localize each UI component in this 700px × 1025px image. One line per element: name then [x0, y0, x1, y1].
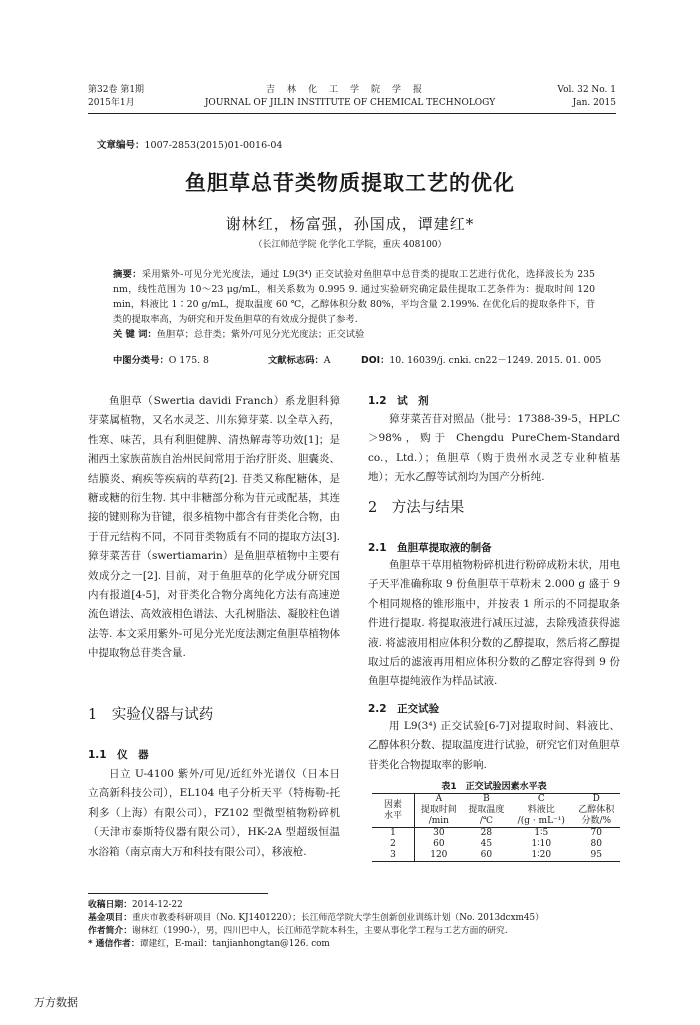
factor-name: 料液比 [527, 805, 555, 815]
footnotes [88, 899, 544, 951]
affiliation: （长江师范学院 化学化工学院，重庆 408100） [253, 240, 447, 250]
instruments-paragraph: 日立 U-4100 紫外/可见/近红外光谱仪（日本日立高新科技公司），EL104 电子分析天平（特梅勒-托利多（上海）有限公司），FZ102 型微型植物粉碎机（天津市泰斯特仪器有限公司），HK-2A 型超级恒温水浴箱（南京南大万和科技有限公司），移液枪. [88, 768, 340, 858]
factor-unit: /℃ [479, 816, 493, 826]
clc-code: 中图分类号：O 175. 8 [113, 355, 209, 366]
table-row: 1 30 28 1∶5 70 [372, 828, 620, 840]
table-row: 3 120 60 1∶20 95 [372, 850, 620, 862]
running-header-center [170, 84, 530, 110]
orthogonal-paragraph: 用 L9(3⁴) 正交试验[6-7]对提取时间、料液比、乙醇体积分数、提取温度进行试验，研究它们对鱼胆草苷类化合物提取率的影响. [368, 720, 620, 771]
author-list: 谢林红，杨富强，孙国成，谭建红* [225, 215, 475, 233]
factor-letter: A [435, 794, 443, 804]
keywords-label: 关 键 词： [113, 329, 157, 340]
journal-name-cn: 吉林化工学院学报 [265, 85, 434, 95]
doi: DOI：10. 16039/j. cnki. cn22－1249. 2015. 01. 005 [361, 355, 602, 366]
section-2-1-heading: 2.1 鱼胆草提取液的制备 [368, 542, 492, 554]
running-header-right [557, 84, 616, 110]
author-bio: 作者简介：谢林红（1990-），男，四川巴中人，长江师范学院本科生，主要从事化学工程与工艺方面的研究. [88, 926, 508, 936]
date-en: Jan. 2015 [572, 98, 616, 108]
fund-info: 基金项目：重庆市教委科研项目（No. KJ1401220）；长江师范学院大学生创新创业训练计划（No. 2013dcxm45） [88, 913, 544, 923]
table-1-title: 表1 正交试验因素水平表 [441, 782, 547, 792]
reagents-paragraph: 獐芽菜苦苷对照品（批号：17388-39-5，HPLC＞98%，购于 Chengdu PureChem-Standard co.，Ltd.）；鱼胆草（购于贵州水灵芝专业种植基地）；无水乙醇等试剂均为国产分析纯. [368, 413, 620, 484]
factor-letter: D [592, 794, 600, 804]
section-2-2-heading: 2.2 正交试验 [368, 703, 440, 715]
abstract [113, 267, 595, 342]
article-number: 文章编号：1007-2853(2015)01-0016-04 [97, 140, 283, 151]
corresponding-author: * 通信作者：谭建红，E-mail：tanjianhongtan@126. com [88, 939, 330, 949]
abstract-text: 采用紫外-可见分光光度法，通过 L9(3⁴) 正交试验对鱼胆草中总苷类的提取工艺进行优化，选择波长为 235 nm，线性范围为 10～23 μg/mL，相关系数为 0.995 9. 通过实验研究确定最佳提取工艺条件为：提取时间 120 min，料液比 1∶20 g/mL，提取温度 60 ℃，乙醇体积分数 80%，平均含量 2.199%. 在优化后的提取条件下，苷类的提取率高，为研究和开发鱼胆草的有效成分提供了参考. [113, 269, 595, 325]
table-corner: 因素 水平 [372, 794, 415, 828]
factor-unit: /(g · mL⁻¹) [517, 816, 565, 826]
journal-name-en: JOURNAL OF JILIN INSTITUTE OF CHEMICAL TECHNOLOGY [204, 98, 496, 108]
section-2-heading: 2 方法与结果 [368, 500, 465, 516]
factor-letter: C [537, 794, 545, 804]
document-code: 文献标志码：A [268, 355, 331, 366]
footnote-rule [88, 893, 268, 894]
preparation-paragraph: 鱼胆草干草用植物粉碎机进行粉碎成粉末状，用电子天平准确称取 9 份鱼胆草干草粉末 2.000 g 盛于 9 个相同规格的锥形瓶中，并按表 1 所示的不同提取条件进行提取. 将提取液进行减压过滤，去除残渣获得滤液. 将滤液用相应体积分数的乙醇提取，然后将乙醇提取过后的滤液再用相应体积分数的乙醇定容得到 9 份鱼胆草提纯液作为样品试液. [368, 559, 620, 688]
factor-unit: /min [428, 816, 449, 826]
abstract-label: 摘要： [113, 269, 142, 280]
factor-name: 提取时间 [420, 805, 457, 815]
date-cn: 2015年1月 [88, 98, 135, 108]
table-1 [372, 793, 620, 862]
factor-letter: B [483, 794, 490, 804]
keywords-text: 鱼胆草；总苷类；紫外/可见分光光度法；正交试验 [156, 329, 365, 340]
table-row: 2 60 45 1∶10 80 [372, 839, 620, 850]
factor-name: 乙醇体积 [578, 805, 615, 815]
running-header-left [88, 84, 144, 110]
volume-en: Vol. 32 No. 1 [557, 85, 616, 95]
watermark: 万方数据 [34, 996, 78, 1009]
paper-title: 鱼胆草总苷类物质提取工艺的优化 [185, 171, 515, 195]
section-1-2-heading: 1.2 试 剂 [368, 395, 429, 407]
factor-unit: 分数/% [581, 816, 612, 826]
header-rule [88, 113, 616, 114]
volume-cn: 第32卷 第1期 [88, 85, 145, 95]
received-date: 收稿日期：2014-12-22 [88, 900, 183, 910]
intro-paragraph: 鱼胆草（Swertia davidi Franch）系龙胆科獐芽菜属植物，又名水灵芝、川东獐芽菜. 以全草入药，性寒、味苦，具有利胆健脾、清热解毒等功效[1]；是湘西土家族苗族自治州民间常用于治疗肝炎、胆囊炎、结膜炎、痢疾等疾病的草药[2]. 苷类又称配糖体，是糖或糖的衍生物. 其中非糖部分称为苷元或配基，其连接的键则称为苷键，很多植物中都含有苷类化合物，由于苷元结构不同，不同苷类物质有不同的提取方法[3]. 獐芽菜苦苷（swertiamarin）是鱼胆草植物中主要有效成分之一[2]. 目前，对于鱼胆草的化学成分研究国内有报道[4-5]，对苷类化合物分离纯化方法有高速逆流色谱法、高效液相色谱法、大孔树脂法、凝胶柱色谱法等. 本文采用紫外-可见分光光度法测定鱼胆草植物体中提取物总苷类含量. [88, 395, 340, 660]
section-1-1-heading: 1.1 仪 器 [88, 749, 149, 761]
section-1-heading: 1 实验仪器与试药 [88, 707, 214, 723]
factor-name: 提取温度 [468, 805, 505, 815]
